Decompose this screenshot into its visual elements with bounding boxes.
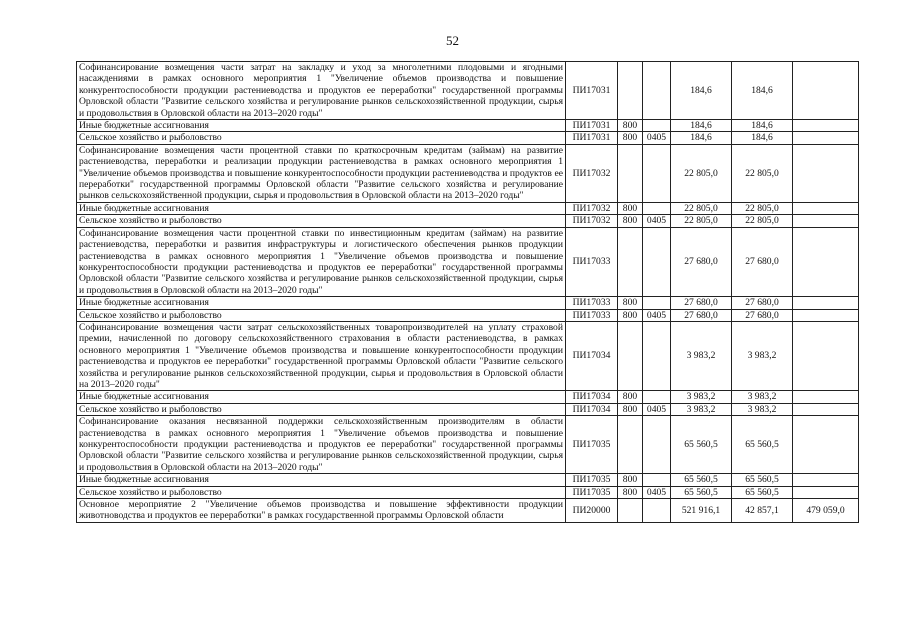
target-article-code: ПИ17032 — [566, 144, 618, 202]
table-row — [77, 403, 859, 415]
budget-table-body — [77, 62, 859, 523]
target-article-code: ПИ17032 — [566, 215, 618, 227]
row-name: Иные бюджетные ассигнования — [77, 391, 566, 403]
amount-regional: 65 560,5 — [732, 486, 793, 498]
amount-total: 65 560,5 — [671, 416, 732, 474]
amount-total: 184,6 — [671, 62, 732, 120]
section-code: 0405 — [643, 309, 671, 321]
row-name: Сельское хозяйство и рыболовство — [77, 403, 566, 415]
amount-regional: 3 983,2 — [732, 403, 793, 415]
amount-federal — [793, 215, 859, 227]
section-code — [643, 391, 671, 403]
amount-federal — [793, 297, 859, 309]
amount-regional: 184,6 — [732, 62, 793, 120]
amount-total: 3 983,2 — [671, 321, 732, 390]
amount-total: 22 805,0 — [671, 144, 732, 202]
amount-federal — [793, 227, 859, 296]
amount-total: 22 805,0 — [671, 215, 732, 227]
table-row — [77, 474, 859, 486]
amount-regional: 65 560,5 — [732, 416, 793, 474]
section-code — [643, 202, 671, 214]
section-code: 0405 — [643, 486, 671, 498]
amount-regional: 27 680,0 — [732, 297, 793, 309]
section-code: 0405 — [643, 132, 671, 144]
expense-type-code — [618, 144, 643, 202]
section-code — [643, 321, 671, 390]
table-row — [77, 202, 859, 214]
row-name: Иные бюджетные ассигнования — [77, 120, 566, 132]
target-article-code: ПИ17031 — [566, 120, 618, 132]
expense-type-code — [618, 62, 643, 120]
amount-regional: 22 805,0 — [732, 202, 793, 214]
amount-regional: 22 805,0 — [732, 215, 793, 227]
amount-total: 27 680,0 — [671, 227, 732, 296]
amount-federal — [793, 309, 859, 321]
table-row — [77, 391, 859, 403]
row-name: Сельское хозяйство и рыболовство — [77, 486, 566, 498]
page-number: 52 — [446, 33, 459, 48]
amount-regional: 184,6 — [732, 132, 793, 144]
amount-federal — [793, 321, 859, 390]
table-row — [77, 309, 859, 321]
expense-type-code — [618, 321, 643, 390]
row-name: Иные бюджетные ассигнования — [77, 202, 566, 214]
section-code: 0405 — [643, 403, 671, 415]
table-row — [77, 215, 859, 227]
section-code — [643, 62, 671, 120]
amount-total: 3 983,2 — [671, 391, 732, 403]
amount-regional: 65 560,5 — [732, 474, 793, 486]
amount-regional: 27 680,0 — [732, 309, 793, 321]
table-row — [77, 321, 859, 390]
amount-federal — [793, 403, 859, 415]
table-row — [77, 416, 859, 474]
amount-total: 27 680,0 — [671, 297, 732, 309]
amount-federal — [793, 132, 859, 144]
expense-type-code: 800 — [618, 297, 643, 309]
expense-type-code: 800 — [618, 309, 643, 321]
row-name: Софинансирование возмещения части процентной ставки по инвестиционным кредитам (займам) на развитие растениеводства, переработки и развития инфраструктуры и логистического обеспечения рынков продукции растениеводства в рамках основного мероприятия 1 "Увеличение объемов производства и повышение конкурентоспособности продукции растениеводства и продуктов ее переработки" государственной программы Орловской области "Развитие сельского хозяйства и регулирование рынков сельскохозяйственной продукции, сырья и продовольствия в Орловской области на 2013–2020 годы" — [77, 227, 566, 296]
row-name: Софинансирование оказания несвязанной поддержки сельскохозяйственным производителям в области растениеводства в рамках основного мероприятия 1 "Увеличение объемов производства и повышение конкурентоспособности продукции растениеводства и продуктов ее переработки" государственной программы Орловской области "Развитие сельского хозяйства и регулирование рынков сельскохозяйственной продукции, сырья и продовольствия в Орловской области на 2013–2020 годы" — [77, 416, 566, 474]
amount-total: 184,6 — [671, 120, 732, 132]
amount-regional: 184,6 — [732, 120, 793, 132]
section-code — [643, 499, 671, 523]
table-row — [77, 297, 859, 309]
row-name: Иные бюджетные ассигнования — [77, 474, 566, 486]
row-name: Софинансирование возмещения части процентной ставки по краткосрочным кредитам (займам) на развитие растениеводства, переработки и реализации продукции растениеводства в рамках основного мероприятия 1 "Увеличение объемов производства и повышение конкурентоспособности продукции растениеводства и продуктов ее переработки" государственной программы Орловской области "Развитие сельского хозяйства и регулирование рынков сельскохозяйственной продукции, сырья и продовольствия в Орловской области на 2013–2020 годы" — [77, 144, 566, 202]
row-name: Софинансирование возмещения части затрат на закладку и уход за многолетними плодовыми и ягодными насаждениями в рамках основного мероприятия 1 "Увеличение объемов производства и повышение конкурентоспособности продукции растениеводства и продуктов ее переработки" государственной программы Орловской области "Развитие сельского хозяйства и регулирование рынков сельскохозяйственной продукции, сырья и продовольствия в Орловской области на 2013–2020 годы" — [77, 62, 566, 120]
expense-type-code: 800 — [618, 403, 643, 415]
amount-federal — [793, 486, 859, 498]
section-code — [643, 120, 671, 132]
row-name: Основное мероприятие 2 "Увеличение объемов производства и повышение эффективности продукции животноводства и продуктов ее переработки" в рамках государственной программы Орловской области — [77, 499, 566, 523]
budget-table — [76, 61, 859, 523]
expense-type-code — [618, 416, 643, 474]
amount-total: 184,6 — [671, 132, 732, 144]
target-article-code: ПИ17033 — [566, 227, 618, 296]
table-row — [77, 499, 859, 523]
table-row — [77, 486, 859, 498]
expense-type-code: 800 — [618, 120, 643, 132]
target-article-code: ПИ17031 — [566, 62, 618, 120]
amount-total: 65 560,5 — [671, 486, 732, 498]
expense-type-code: 800 — [618, 132, 643, 144]
section-code — [643, 227, 671, 296]
expense-type-code: 800 — [618, 474, 643, 486]
amount-regional: 42 857,1 — [732, 499, 793, 523]
row-name: Сельское хозяйство и рыболовство — [77, 132, 566, 144]
amount-total: 22 805,0 — [671, 202, 732, 214]
table-row — [77, 120, 859, 132]
target-article-code: ПИ17032 — [566, 202, 618, 214]
expense-type-code: 800 — [618, 486, 643, 498]
row-name: Сельское хозяйство и рыболовство — [77, 215, 566, 227]
target-article-code: ПИ17034 — [566, 391, 618, 403]
target-article-code: ПИ17031 — [566, 132, 618, 144]
amount-total: 65 560,5 — [671, 474, 732, 486]
section-code: 0405 — [643, 215, 671, 227]
expense-type-code — [618, 499, 643, 523]
section-code — [643, 474, 671, 486]
amount-regional: 22 805,0 — [732, 144, 793, 202]
target-article-code: ПИ17035 — [566, 474, 618, 486]
amount-federal — [793, 391, 859, 403]
table-row — [77, 132, 859, 144]
amount-total: 3 983,2 — [671, 403, 732, 415]
row-name: Софинансирование возмещения части затрат сельскохозяйственных товаропроизводителей на уплату страховой премии, начисленной по договору сельскохозяйственного страхования в области растениеводства, в рамках основного мероприятия 1 "Увеличение объемов производства и повышение конкурентоспособности продукции растениеводства и продуктов ее переработки" государственной программы Орловской области "Развитие сельского хозяйства и регулирование рынков сельскохозяйственной продукции, сырья и продовольствия в Орловской области на 2013–2020 годы" — [77, 321, 566, 390]
expense-type-code: 800 — [618, 215, 643, 227]
section-code — [643, 297, 671, 309]
target-article-code: ПИ20000 — [566, 499, 618, 523]
amount-regional: 3 983,2 — [732, 321, 793, 390]
amount-total: 27 680,0 — [671, 309, 732, 321]
amount-federal — [793, 144, 859, 202]
row-name: Сельское хозяйство и рыболовство — [77, 309, 566, 321]
section-code — [643, 144, 671, 202]
expense-type-code — [618, 227, 643, 296]
amount-federal — [793, 62, 859, 120]
section-code — [643, 416, 671, 474]
amount-federal — [793, 202, 859, 214]
amount-federal: 479 059,0 — [793, 499, 859, 523]
amount-federal — [793, 120, 859, 132]
expense-type-code: 800 — [618, 391, 643, 403]
target-article-code: ПИ17033 — [566, 297, 618, 309]
target-article-code: ПИ17033 — [566, 309, 618, 321]
table-row — [77, 227, 859, 296]
amount-total: 521 916,1 — [671, 499, 732, 523]
target-article-code: ПИ17034 — [566, 321, 618, 390]
row-name: Иные бюджетные ассигнования — [77, 297, 566, 309]
table-row — [77, 62, 859, 120]
target-article-code: ПИ17034 — [566, 403, 618, 415]
table-row — [77, 144, 859, 202]
expense-type-code: 800 — [618, 202, 643, 214]
target-article-code: ПИ17035 — [566, 486, 618, 498]
amount-federal — [793, 416, 859, 474]
amount-federal — [793, 474, 859, 486]
amount-regional: 27 680,0 — [732, 227, 793, 296]
amount-regional: 3 983,2 — [732, 391, 793, 403]
target-article-code: ПИ17035 — [566, 416, 618, 474]
